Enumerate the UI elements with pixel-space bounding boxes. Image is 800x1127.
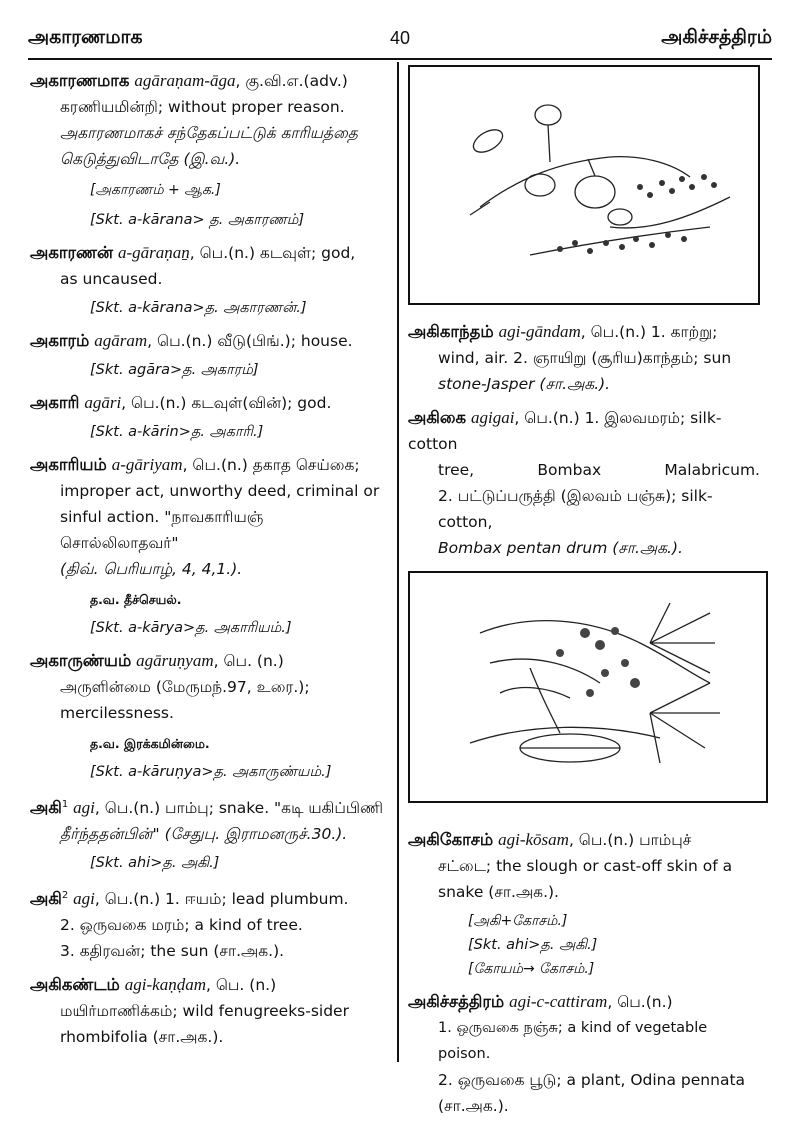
headword: அகாரம் [30, 331, 90, 350]
headword: அகிகாந்தம் [408, 322, 494, 341]
grammar-note: , பெ.(n.) 1. இலவமரம்; silk-cotton [408, 409, 722, 453]
etymology: [Skt. ahi>த. அகி.] [90, 855, 220, 872]
definition-line: (சா.அக.). [438, 1097, 509, 1115]
dictionary-entry [30, 240, 385, 320]
vine-drawing [410, 67, 758, 303]
grammar-note: , பெ.(n.) வீடு(பிங்.); house. [147, 332, 353, 350]
cotton-plant-drawing [410, 573, 766, 801]
headword: அகிகண்டம் [30, 975, 120, 995]
grammar-note: , பெ.(n.) பாம்பு; snake. "கடி யகிப்பிணி [94, 799, 384, 818]
etymology: [Skt. a-kārana> த. அகாரணம்] [90, 212, 305, 228]
headword: அகாரணன் [30, 243, 114, 262]
etymology: [Skt. a-kārana>த. அகாரணன்.] [90, 300, 307, 316]
definition-line: கரணியமின்றி; without proper reason. [60, 98, 345, 116]
transliteration: agi-kōsam [498, 830, 569, 849]
transliteration: agāram [94, 331, 148, 350]
transliteration: a-gāriyam [111, 455, 183, 474]
grammar-note: , கு.வி.எ.(adv.) [235, 72, 348, 90]
dictionary-entry [30, 883, 385, 964]
etymology: [Skt. ahi>த. அகி.] [468, 937, 598, 953]
definition-line: 1. ஒருவகை நஞ்சு; a kind of vegetable poison. [438, 1020, 708, 1062]
grammar-note: , பெ. (n.) [205, 976, 277, 995]
definition-line: 3. கதிரவன்; the sun (சா.அக.). [60, 942, 285, 961]
grammar-note: , பெ.(n.) [607, 993, 673, 1011]
definition-line: as uncaused. [60, 270, 163, 288]
definition-line: அருளின்மை (மேருமந்.97, உரை.); [60, 678, 310, 696]
etymology: [Skt. a-kāruṇya>த. அகாருண்யம்.] [90, 764, 332, 780]
headword: அகாருண்யம் [30, 651, 132, 670]
homonym-number: 2 [61, 890, 69, 902]
dictionary-entry [30, 328, 385, 382]
definition-line: 2. ஒருவகை பூடு; a plant, Odina pennata [438, 1071, 746, 1089]
dictionary-entry [30, 792, 385, 875]
running-head-right: அகிச்சத்திரம் [661, 26, 772, 48]
definition-line: மயிர்மாணிக்கம்; wild fenugreeks-sider [60, 1002, 349, 1021]
transliteration: agi [73, 798, 95, 818]
transliteration: agāraṇam-āga [134, 71, 236, 90]
column-divider [397, 62, 399, 1062]
definition-line: 2. பட்டுப்பருத்தி (இலவம் பஞ்சு); silk-cotton, [438, 487, 713, 531]
tamil-equivalent: த.வ. தீச்செயல். [90, 592, 182, 607]
etymology: [Skt. agāra>த. அகாரம்] [90, 362, 259, 378]
definition-line: improper act, unworthy deed, criminal or [60, 482, 380, 500]
headword: அகாரியம் [30, 455, 107, 474]
homonym-number: 1 [61, 799, 69, 810]
citation-line: (திவ். பெரியாழ், 4, 4,1.). [60, 560, 243, 578]
dictionary-entry [30, 452, 385, 640]
transliteration: agi [73, 889, 95, 909]
dictionary-entry [30, 68, 385, 232]
etymology: [Skt. a-kārya>த. அகாரியம்.] [90, 620, 292, 636]
grammar-note: , பெ.(n.) 1. காற்று; [580, 323, 718, 341]
etymology: [அகாரணம் + ஆக.] [90, 182, 221, 198]
transliteration: agāri [84, 393, 122, 412]
running-head-left: அகாரணமாக [28, 26, 143, 48]
page-header [28, 18, 772, 62]
definition-line: mercilessness. [60, 704, 174, 722]
dictionary-entry [30, 972, 385, 1050]
grammar-note: , பெ.(n.) தகாத செய்கை; [182, 456, 360, 474]
plant-illustration-2 [408, 571, 768, 803]
grammar-note: , பெ.(n.) 1. ஈயம்; lead plumbum. [94, 890, 349, 909]
definition-line: 2. ஒருவகை மரம்; a kind of tree. [60, 916, 303, 935]
grammar-note: , பெ. (n.) [213, 652, 284, 670]
etymology: [அகி+கோசம்.] [468, 913, 568, 929]
dictionary-entry [408, 319, 760, 397]
grammar-note: , பெ.(n.) பாம்புச் [568, 831, 692, 849]
headword: அகி [30, 798, 62, 818]
page-number: 40 [389, 28, 411, 48]
header-rule [28, 58, 772, 60]
transliteration: agāruṇyam [136, 651, 214, 670]
example-line: அகாரணமாகச் சந்தேகப்பட்டுக் காரியத்தை [60, 124, 358, 142]
headword: அகி [30, 889, 62, 909]
headword: அகிகை [408, 408, 467, 427]
dictionary-entry [30, 648, 385, 784]
dictionary-entry [30, 390, 385, 444]
etymology: [கோயம்→ கோசம்.] [468, 961, 595, 977]
transliteration: agi-gāndam [498, 322, 581, 341]
definition-line: சட்டை; the slough or cast-off skin of a [438, 857, 733, 875]
headword: அகிச்சத்திரம் [408, 992, 505, 1011]
dictionary-entry [408, 405, 760, 561]
headword: அகாரணமாக [30, 71, 130, 90]
definition-line: snake (சா.அக.). [438, 883, 559, 901]
grammar-note: , பெ.(n.) கடவுள்(வின்); god. [121, 394, 332, 412]
transliteration: agi-kaṇḍam [124, 975, 206, 995]
definition-line: Bombax pentan drum (சா.அக.). [438, 539, 683, 557]
headword: அகாரி [30, 393, 80, 412]
citation-line: தீர்ந்ததன்பின்" (சேதுபு. இராமனருச்.30.). [60, 825, 348, 844]
left-column [30, 68, 385, 1058]
example-line: கெடுத்துவிடாதே (இ.வ.). [60, 150, 241, 168]
headword: அகிகோசம் [408, 830, 494, 849]
transliteration: a-gāraṇaṉ [117, 243, 190, 262]
definition-line: tree, Bombax Malabricum. [438, 461, 760, 479]
definition-line: stone-Jasper (சா.அக.). [438, 375, 611, 393]
plant-illustration-1 [408, 65, 760, 305]
definition-line: sinful action. "நாவகாரியஞ் சொல்லிலாதவர்" [60, 508, 264, 552]
transliteration: agigai [470, 408, 515, 427]
definition-line: rhombifolia (சா.அக.). [60, 1028, 224, 1047]
dictionary-entry [408, 827, 760, 981]
definition-line: wind, air. 2. ஞாயிறு (சூரிய)காந்தம்; sun [438, 349, 732, 367]
tamil-equivalent: த.வ. இரக்கமின்மை. [90, 736, 210, 751]
right-column [408, 68, 760, 1127]
grammar-note: , பெ.(n.) கடவுள்; god, [189, 244, 356, 262]
etymology: [Skt. a-kārin>த. அகாரி.] [90, 424, 264, 440]
transliteration: agi-c-cattiram [509, 992, 608, 1011]
